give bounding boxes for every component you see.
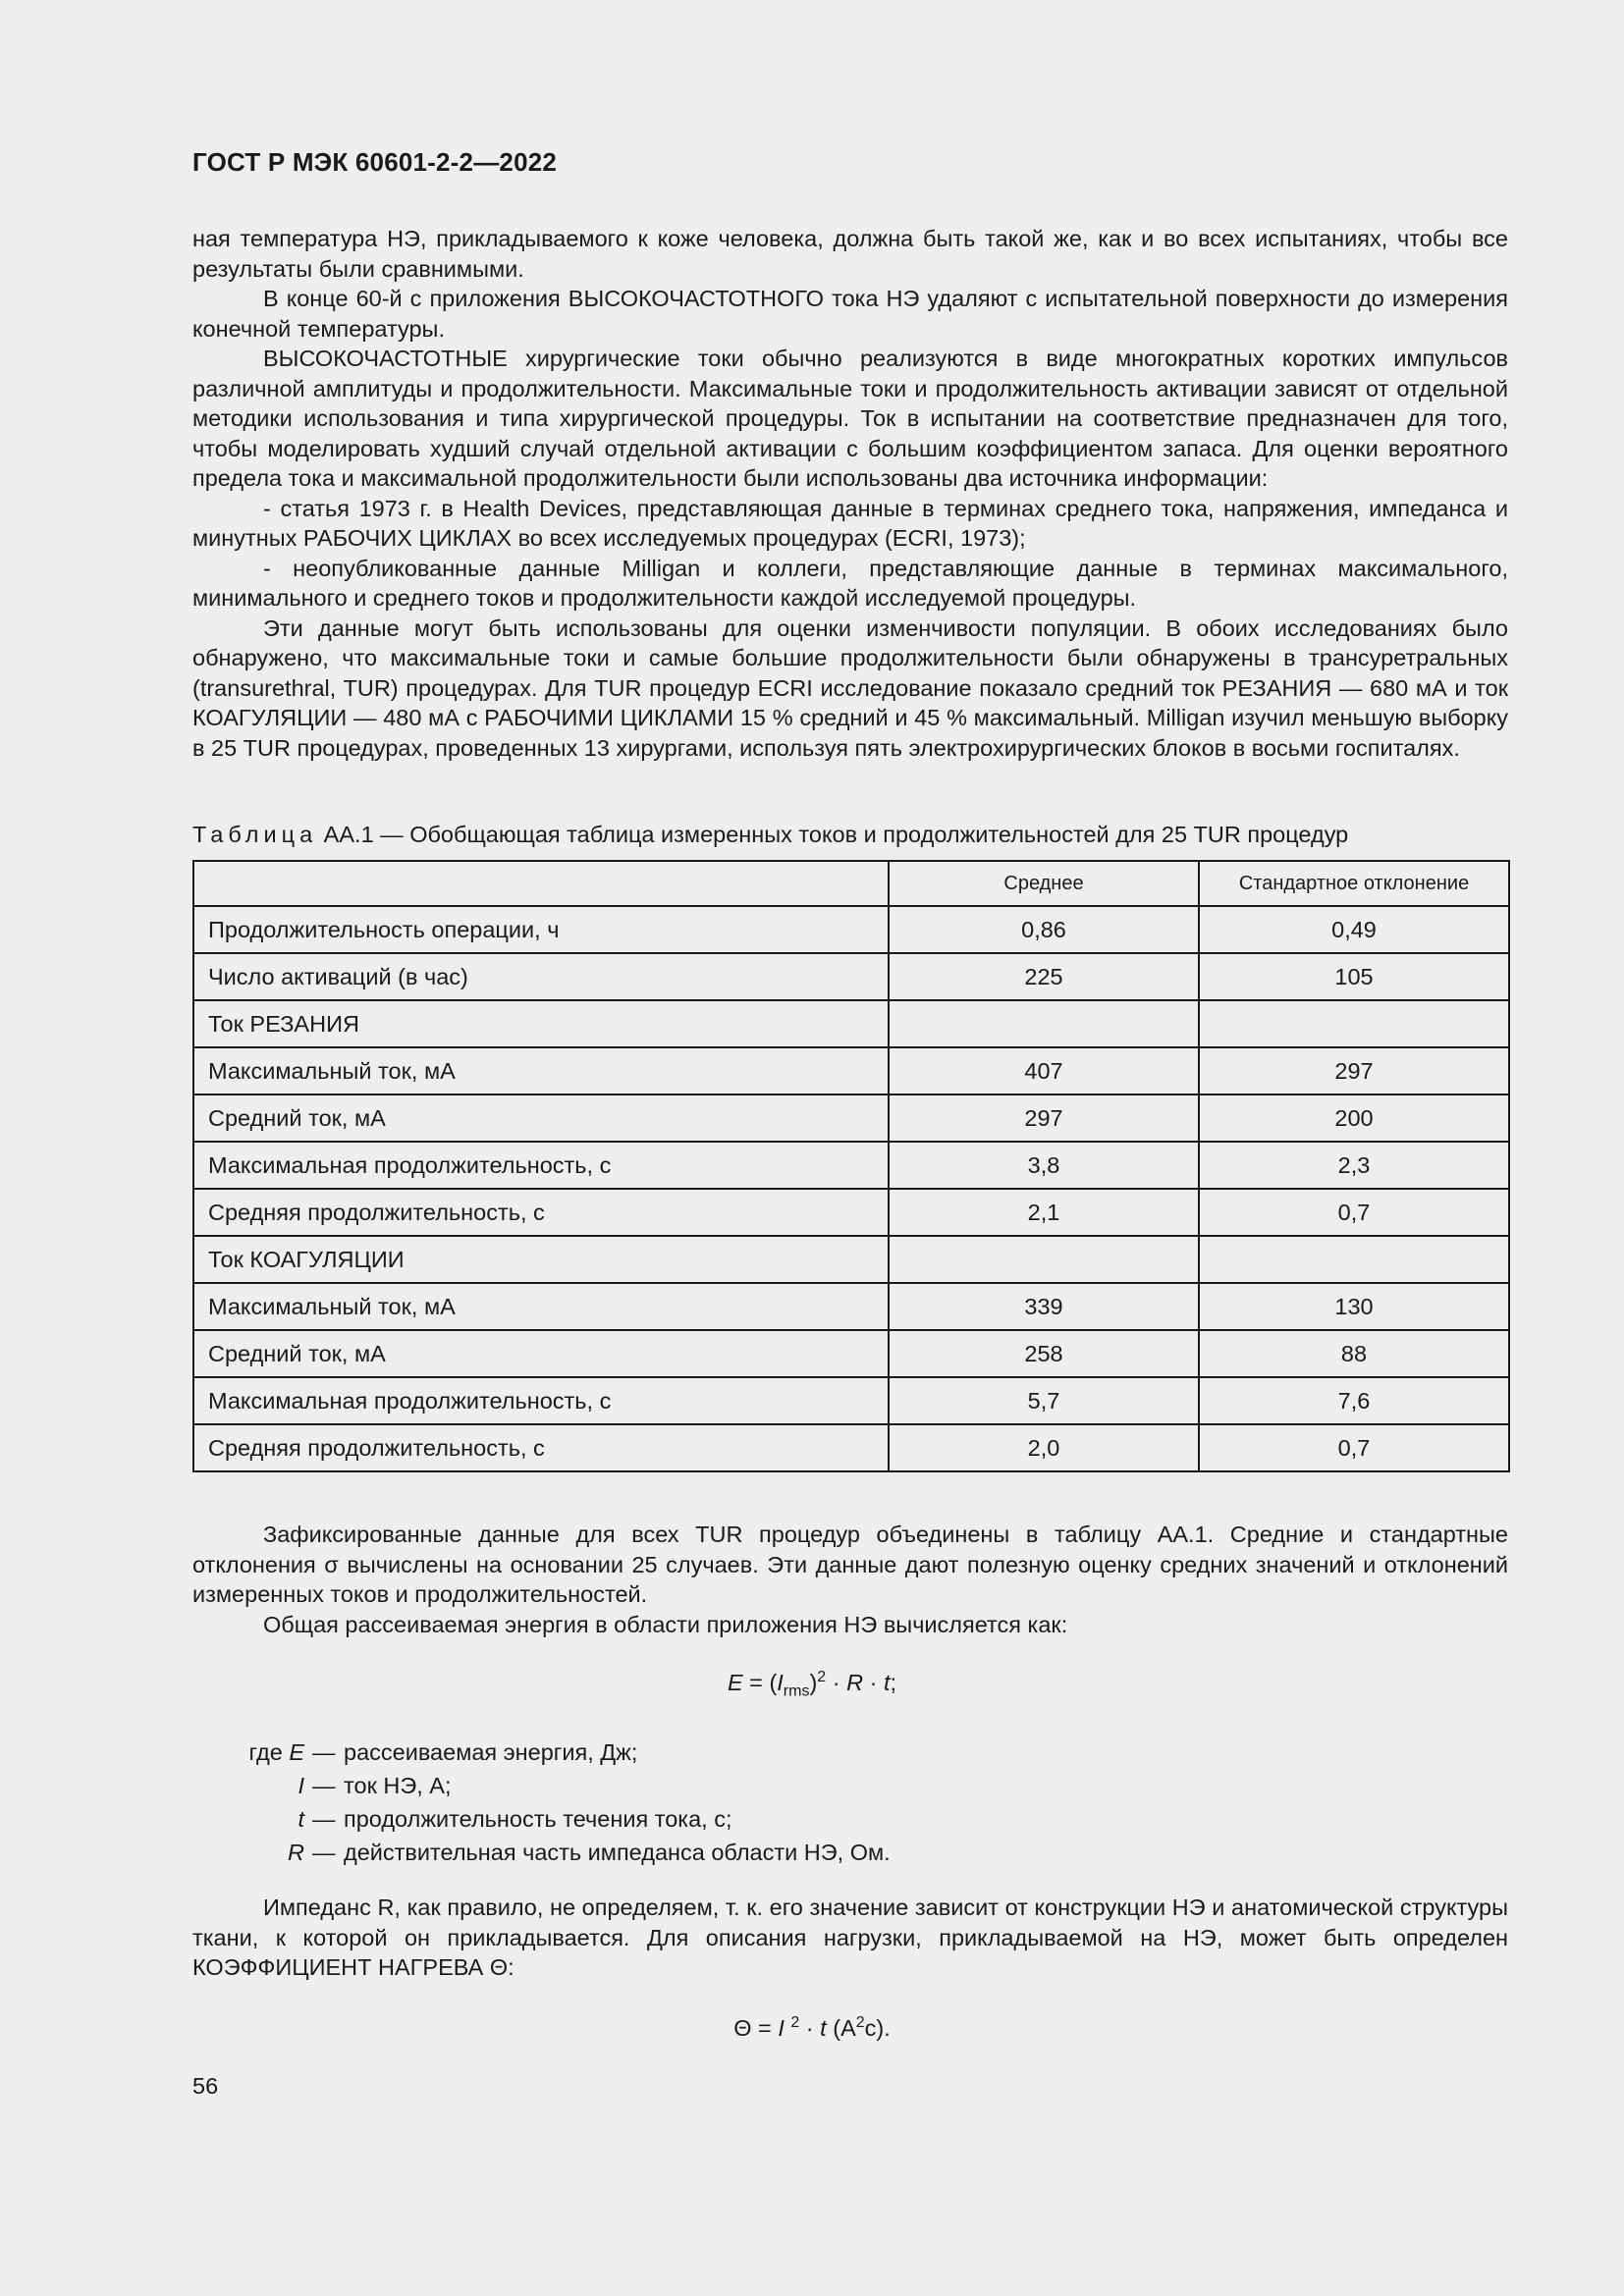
value-cell: 225 xyxy=(889,953,1199,1000)
table-row xyxy=(193,1095,1509,1142)
row-label-cell: Ток КОАГУЛЯЦИИ xyxy=(193,1236,889,1283)
value-cell: 2,0 xyxy=(889,1424,1199,1471)
row-label-cell: Средняя продолжительность, с xyxy=(193,1189,889,1236)
table-caption-label: Таблица xyxy=(192,822,318,847)
table-row xyxy=(193,1236,1509,1283)
table-row xyxy=(193,1283,1509,1330)
definition-row: t — продолжительность течения тока, с; xyxy=(196,1802,891,1836)
measurements-table xyxy=(192,860,1510,1472)
formula-exponent: 2 xyxy=(855,2014,865,2031)
definition-text: действительная часть импеданса области НЭ, Ом. xyxy=(344,1840,891,1865)
table-header-row xyxy=(193,861,1509,906)
value-cell xyxy=(1199,1000,1509,1047)
paragraph: Эти данные могут быть использованы для оценки изменчивости популяции. В обоих исследованиях было обнаружено, что максимальные токи и самые большие продолжительности были обнаружены в трансуретральных (transurethral, TUR) процедурах. Для TUR процедур ECRI исследование показало средний ток РЕЗАНИЯ — 680 мА и ток КОАГУЛЯЦИИ — 480 мА с РАБОЧИМИ ЦИКЛАМИ 15 % средний и 45 % максимальный. Milligan изучил меньшую выборку в 25 TUR процедурах, проведенных 13 хирургами, используя пять электрохирургических блоков в восьми госпиталях. xyxy=(192,614,1508,761)
column-header: Стандартное отклонение xyxy=(1199,861,1509,906)
paragraph: ная температура НЭ, прикладываемого к коже человека, должна быть такой же, как и во всех испытаниях, чтобы все результаты были сравнимыми. xyxy=(192,226,1508,282)
definition-row: I — ток НЭ, А; xyxy=(196,1769,891,1802)
paragraph: Общая рассеиваемая энергия в области приложения НЭ вычисляется как: xyxy=(263,1611,1068,1637)
row-label-cell: Максимальная продолжительность, с xyxy=(193,1377,889,1424)
energy-formula: $E = (I_{rms})^2 \cdot R \cdot t$; xyxy=(727,1669,897,1700)
row-label-cell: Средний ток, мА xyxy=(193,1330,889,1377)
paragraph: Импеданс R, как правило, не определяем, т. к. его значение зависит от конструкции НЭ и анатомической структуры ткани, к которой он прикладывается. Для описания нагрузки, прикладываемой на НЭ, может быть определен КОЭФФИЦИЕНТ НАГРЕВА Θ: xyxy=(192,1895,1508,1980)
paragraph: Зафиксированные данные для всех TUR процедур объединены в таблицу АА.1. Средние и стандартные отклонения σ вычислены на основании 25 случаев. Эти данные дают полезную оценку средних значений и отклонений измеренных токов и продолжительностей. xyxy=(192,1522,1508,1607)
table-row xyxy=(193,906,1509,953)
value-cell: 5,7 xyxy=(889,1377,1199,1424)
value-cell xyxy=(889,1236,1199,1283)
table-row xyxy=(193,1424,1509,1471)
value-cell: 88 xyxy=(1199,1330,1509,1377)
column-header: Среднее xyxy=(889,861,1199,906)
row-label-cell: Средняя продолжительность, с xyxy=(193,1424,889,1471)
formula-exponent: 2 xyxy=(790,2014,800,2031)
paragraph: В конце 60-й с приложения ВЫСОКОЧАСТОТНОГО тока НЭ удаляют с испытательной поверхности до измерения конечной температуры. xyxy=(192,286,1508,342)
formula-symbol: R xyxy=(846,1669,864,1695)
value-cell: 130 xyxy=(1199,1283,1509,1330)
value-cell: 0,7 xyxy=(1199,1424,1509,1471)
value-cell: 0,49 xyxy=(1199,906,1509,953)
value-cell: 0,86 xyxy=(889,906,1199,953)
table-caption-text: АА.1 — Обобщающая таблица измеренных токов и продолжительностей для 25 TUR процедур xyxy=(317,822,1349,847)
formula-symbol: Θ xyxy=(733,2014,752,2041)
after-table-text xyxy=(192,1520,1508,1639)
document-header: ГОСТ Р МЭК 60601-2-2—2022 xyxy=(192,147,558,177)
value-cell: 0,7 xyxy=(1199,1189,1509,1236)
definition-symbol: t xyxy=(298,1806,304,1832)
formula-unit: c xyxy=(864,2014,877,2041)
row-label-cell: Продолжительность операции, ч xyxy=(193,906,889,953)
variable-definitions xyxy=(196,1735,891,1869)
value-cell: 200 xyxy=(1199,1095,1509,1142)
value-cell: 3,8 xyxy=(889,1142,1199,1189)
paragraph: ВЫСОКОЧАСТОТНЫЕ хирургические токи обычно реализуются в виде многократных коротких импульсов различной амплитуды и продолжительности. Максимальные токи и продолжительность активации зависят от отдельной методики использования и типа хирургической процедуры. Ток в испытании на соответствие предназначен для того, чтобы моделировать худший случай отдельной активации с большим коэффициентом запаса. Для оценки вероятного предела тока и максимальной продолжительности были использованы два источника информации: xyxy=(192,346,1508,491)
list-item: - статья 1973 г. в Health Devices, представляющая данные в терминах среднего тока, напряжения, импеданса и минутных РАБОЧИХ ЦИКЛАХ во всех исследуемых процедурах (ECRI, 1973); xyxy=(192,495,1508,551)
value-cell: 258 xyxy=(889,1330,1199,1377)
intro-text xyxy=(192,224,1508,763)
table-row xyxy=(193,1330,1509,1377)
formula-symbol: t xyxy=(820,2014,827,2041)
heating-factor-formula: Θ = I $^2$ · t $(A^2c)$. xyxy=(733,2014,891,2041)
where-label: где xyxy=(248,1739,283,1765)
formula-exponent: 2 xyxy=(817,1669,827,1685)
value-cell xyxy=(889,1000,1199,1047)
row-label-cell: Число активаций (в час) xyxy=(193,953,889,1000)
table-row xyxy=(193,1047,1509,1095)
value-cell: 297 xyxy=(1199,1047,1509,1095)
definition-row: где E — рассеиваемая энергия, Дж; xyxy=(196,1735,891,1769)
value-cell: 7,6 xyxy=(1199,1377,1509,1424)
value-cell: 339 xyxy=(889,1283,1199,1330)
row-label-cell: Максимальный ток, мА xyxy=(193,1283,889,1330)
definition-symbol: E xyxy=(289,1739,304,1765)
definition-text: продолжительность течения тока, с; xyxy=(344,1806,732,1832)
row-label-cell: Максимальная продолжительность, с xyxy=(193,1142,889,1189)
definition-row: R — действительная часть импеданса области НЭ, Ом. xyxy=(196,1836,891,1869)
row-label-cell: Ток РЕЗАНИЯ xyxy=(193,1000,889,1047)
definition-text: ток НЭ, А; xyxy=(344,1773,452,1798)
value-cell: 297 xyxy=(889,1095,1199,1142)
definition-symbol: I xyxy=(298,1773,304,1798)
column-header xyxy=(193,861,889,906)
formula-unit: A xyxy=(840,2014,856,2041)
row-label-cell: Максимальный ток, мА xyxy=(193,1047,889,1095)
page-number: 56 xyxy=(192,2073,219,2099)
table-row xyxy=(193,1142,1509,1189)
list-item: - неопубликованные данные Milligan и коллеги, представляющие данные в терминах максимального, минимального и среднего токов и продолжительности каждой исследуемой процедуры. xyxy=(192,555,1508,611)
value-cell: 2,1 xyxy=(889,1189,1199,1236)
formula-symbol: I xyxy=(778,2014,785,2041)
formula-symbol: t xyxy=(883,1669,891,1695)
value-cell: 2,3 xyxy=(1199,1142,1509,1189)
formula-symbol: I xyxy=(777,1669,784,1695)
value-cell: 407 xyxy=(889,1047,1199,1095)
table-row xyxy=(193,953,1509,1000)
impedance-text xyxy=(192,1893,1508,1983)
table-row xyxy=(193,1000,1509,1047)
table-caption xyxy=(192,820,1518,849)
formula-symbol: E xyxy=(727,1669,743,1695)
value-cell: 105 xyxy=(1199,953,1509,1000)
value-cell xyxy=(1199,1236,1509,1283)
row-label-cell: Средний ток, мА xyxy=(193,1095,889,1142)
definition-text: рассеиваемая энергия, Дж; xyxy=(344,1739,638,1765)
table-row xyxy=(193,1189,1509,1236)
table-row xyxy=(193,1377,1509,1424)
definition-symbol: R xyxy=(288,1840,304,1865)
formula-subscript: rms xyxy=(783,1682,810,1700)
